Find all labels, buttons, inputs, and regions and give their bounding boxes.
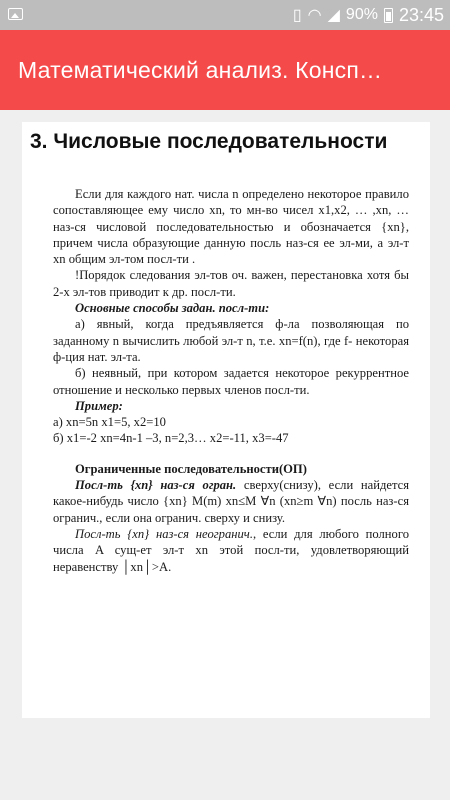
paragraph-example-b: б) x1=-2 xn=4n-1 –3, n=2,3… x2=-11, x3=-47 <box>53 431 289 446</box>
image-icon <box>8 8 23 20</box>
status-bar <box>0 0 450 30</box>
signal-icon: ◢ <box>327 7 340 24</box>
paragraph-unbounded-def <box>53 526 409 575</box>
battery-percent: 90% <box>345 6 378 23</box>
page-title: 3. Числовые последовательности <box>30 130 388 153</box>
spacer <box>53 447 409 461</box>
bounded-term: Посл-ть {xn} наз-ся огран. <box>75 478 237 493</box>
paragraph-bounded-heading: Ограниченные последовательности(ОП) <box>75 461 307 476</box>
paragraph-example-heading: Пример: <box>75 398 123 413</box>
paragraph-example-a: а) xn=5n x1=5, x2=10 <box>53 415 166 430</box>
paragraph-definition: Если для каждого нат. числа n определено некоторое правило сопоставляющее ему число xn, то мн-во чисел x1,x2, … ,xn, … наз-ся числовой последовательностью и обозначается {xn}, причем числа образующие данную посль нaз-ся ее эл-ми, а эл-т xn общим эл-том посл-ти . <box>53 187 409 267</box>
unbounded-term: Посл-ть {xn} наз-ся неогранич. <box>75 526 253 541</box>
status-icons <box>293 0 444 30</box>
app-bar-title: Математический анализ. Консп… <box>18 56 383 83</box>
paragraph-implicit: б) неявный, при котором задается некоторое рекуррентное отношение и несколько первых членов посл-ти. <box>53 366 409 397</box>
document-image-text <box>53 186 409 575</box>
paragraph-bounded-def <box>53 477 409 526</box>
clock: 23:45 <box>398 4 444 25</box>
app-bar <box>0 30 450 110</box>
paragraph-order-note: !Порядок следования эл-тов оч. важен, перестановка хотя бы 2-х эл-тов приводит к др. посл-ти. <box>53 268 409 299</box>
paragraph-methods-heading: Основные способы задан. посл-ти: <box>75 301 270 316</box>
bounded-text: сверху(снизу), если найдется какое-нибудь число {xn} M(m) xn≤M ∀n (xn≥m ∀n) посль наз-ся огранич., если она огранич. сверху и снизу. <box>53 478 409 525</box>
wifi-icon: ◠ <box>307 7 322 24</box>
battery-icon <box>384 8 393 23</box>
paragraph-explicit: а) явный, когда предъявляется ф-ла позволяющая по заданному n вычислить любой эл-т n, т.е. xn=f(n), где f- некоторая ф-ция нат. эл-та. <box>53 317 409 364</box>
vibrate-icon: ▯ <box>292 7 302 24</box>
unbounded-text: , если для любого полного числа A сущ-ет эл-т xn этой посл-ти, удовлетворяющий неравенству │xn│>A. <box>53 526 409 574</box>
